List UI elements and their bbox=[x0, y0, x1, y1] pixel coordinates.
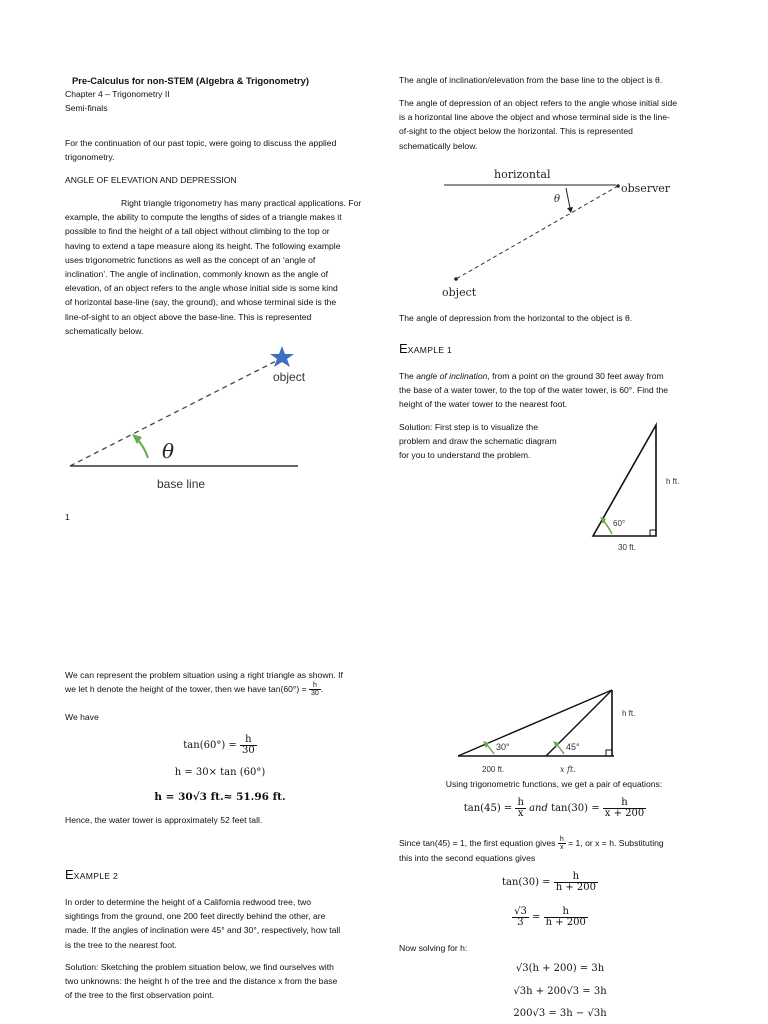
representation-text: we let h denote the height of the tower, then we have tan(60°) = bbox=[65, 684, 309, 695]
since-denominator: x bbox=[560, 844, 564, 852]
example2-line: sightings from the ground, one 200 feet directly behind the other, are bbox=[65, 911, 326, 922]
example2-heading-rest: XAMPLE 2 bbox=[73, 871, 119, 881]
pair-a-fraction bbox=[515, 798, 525, 819]
example1-heading-initial: E bbox=[399, 341, 408, 356]
equation-lhs: tan(60°) = bbox=[183, 740, 240, 751]
example1-text-a: The bbox=[399, 371, 417, 381]
pair-a-numerator: h bbox=[517, 797, 524, 808]
pair-b-numerator: h bbox=[603, 798, 646, 809]
height-label: h ft. bbox=[622, 709, 636, 718]
water-tower-figure bbox=[586, 420, 696, 560]
equation-s5: 200√3 = 3h − √3h bbox=[513, 1008, 607, 1019]
fraction-denominator: 30 bbox=[311, 690, 319, 698]
depression-line: of-sight to the object below the horizontal. This is represented bbox=[399, 126, 633, 137]
since-line bbox=[399, 836, 709, 851]
solution-line: problem and draw the schematic diagram bbox=[399, 436, 557, 447]
representation-line: We can represent the problem situation using a right triangle as shown. If bbox=[65, 670, 343, 680]
section-title: ANGLE OF ELEVATION AND DEPRESSION bbox=[65, 175, 237, 185]
theta-label: θ bbox=[554, 194, 561, 205]
elevation-figure bbox=[60, 338, 360, 498]
sight-30 bbox=[458, 690, 612, 756]
distance-x-label: x ft. bbox=[560, 765, 576, 774]
tan-fraction bbox=[309, 682, 321, 697]
example1-text bbox=[399, 369, 709, 412]
since-pre: Since tan(45) = 1, the first equation gives bbox=[399, 838, 558, 848]
solution-line: Solution: Sketching the problem situation below, we find ourselves with bbox=[65, 962, 334, 972]
angle-30-label: 30° bbox=[496, 742, 510, 752]
sub2-left-denominator: 3 bbox=[517, 917, 524, 928]
equation-numerator: h bbox=[240, 735, 257, 746]
example2-heading-initial: E bbox=[65, 867, 74, 882]
depression-line: The angle of depression of an object refers to the angle whose initial side bbox=[399, 98, 678, 108]
body-line: possible to find the height of a tall object without climbing to the top or bbox=[65, 226, 330, 237]
since-line-2: this into the second equations gives bbox=[399, 853, 536, 864]
inclination-caption: The angle of inclination/elevation from the base line to the object is θ. bbox=[399, 75, 663, 85]
base-label: 30 ft. bbox=[618, 543, 636, 552]
sub1-numerator: h bbox=[554, 872, 598, 883]
example1-text-b: , from a point on the ground 30 feet away from bbox=[487, 371, 664, 381]
example1-line: the base of a water tower, to the top of the water tower, is 60°. Find the bbox=[399, 385, 669, 396]
since-paragraph bbox=[399, 836, 709, 865]
conclusion-text: Hence, the water tower is approximately 52 feet tall. bbox=[65, 815, 263, 825]
now-solving: Now solving for h: bbox=[399, 943, 468, 953]
depression-figure bbox=[436, 164, 696, 304]
equation-h: h = 30× tan (60°) bbox=[174, 767, 266, 778]
equation-s4: √3h + 200√3 = 3h bbox=[513, 986, 607, 997]
angle-45-label: 45° bbox=[566, 742, 580, 752]
equation-tan60 bbox=[140, 735, 300, 756]
example2-line: In order to determine the height of a California redwood tree, two bbox=[65, 897, 312, 907]
angle-arrow bbox=[603, 520, 612, 534]
object-dot bbox=[454, 277, 458, 281]
equation-sub1 bbox=[470, 872, 630, 893]
theta-label: θ bbox=[162, 439, 175, 463]
we-have-label: We have bbox=[65, 712, 99, 722]
sub2-left-numerator: √3 bbox=[514, 906, 527, 917]
example2-text bbox=[65, 895, 375, 952]
body-line: elevation, of an object refers to the angle whose initial side is some kind bbox=[65, 283, 338, 294]
intro-text: For the continuation of our past topic, were going to discuss the applied trigonometry. bbox=[65, 138, 337, 163]
sight-line bbox=[456, 186, 618, 279]
body-line: Right triangle trigonometry has many practical applications. For bbox=[121, 198, 362, 208]
body-paragraph bbox=[65, 196, 375, 338]
equation-sub2: $\frac{√3}{3}$ = $\frac{h}{h + 200}$ bbox=[514, 906, 586, 928]
solution-line: two unknowns: the height h of the tree and the distance x from the base bbox=[65, 976, 338, 987]
equation-denominator: 30 bbox=[241, 745, 255, 756]
since-numerator: h bbox=[559, 836, 564, 844]
body-line: uses trigonometric functions as well as the concept of an ‘angle of bbox=[65, 254, 316, 265]
course-title: Pre-Calculus for non-STEM (Algebra & Trigonometry) bbox=[72, 75, 309, 86]
using-text: Using trigonometric functions, we get a pair of equations: bbox=[445, 779, 663, 789]
term-label: Semi-finals bbox=[65, 103, 108, 113]
star-icon bbox=[270, 346, 294, 367]
sub2-left-fraction bbox=[512, 907, 529, 928]
object-label: object bbox=[273, 370, 306, 384]
fraction-numerator: h bbox=[309, 682, 321, 690]
solution-line: of the tree to the first observation point. bbox=[65, 990, 215, 1001]
body-line: inclination’. The angle of inclination, commonly known as the angle of bbox=[65, 269, 329, 280]
intro-paragraph bbox=[65, 136, 365, 164]
solution-line: Solution: First step is to visualize the bbox=[399, 422, 538, 432]
sub1-lhs: tan(30) = bbox=[502, 877, 554, 888]
example2-heading bbox=[65, 866, 118, 884]
base-line-label: base line bbox=[157, 477, 206, 491]
solution-line: for you to understand the problem. bbox=[399, 450, 531, 461]
equation-pair bbox=[400, 798, 710, 819]
redwood-figure bbox=[452, 688, 672, 778]
example2-line: made. If the angles of inclination were 45° and 30°, respectively, how tall bbox=[65, 925, 341, 936]
representation-paragraph bbox=[65, 668, 375, 697]
example1-heading-rest: XAMPLE 1 bbox=[407, 345, 453, 355]
pair-a-denominator: x bbox=[517, 808, 524, 819]
pair-b-fraction bbox=[603, 798, 646, 819]
example1-line bbox=[399, 369, 709, 383]
example2-solution bbox=[65, 960, 375, 1003]
body-line: having to extend a tape measure along its height. The following example bbox=[65, 240, 341, 251]
equation-fraction bbox=[240, 735, 257, 756]
theta-arrow bbox=[566, 188, 570, 208]
since-post: = 1, or x = h. Substituting bbox=[565, 838, 664, 848]
equation-s3: √3(h + 200) = 3h bbox=[515, 963, 605, 974]
height-label: h ft. bbox=[666, 477, 680, 486]
sub2-right-denominator: h + 200 bbox=[545, 917, 586, 928]
since-fraction bbox=[558, 836, 566, 851]
observer-label: observer bbox=[621, 182, 671, 195]
equation-result: h = 30√3 ft.≈ 51.96 ft. bbox=[154, 791, 286, 803]
page-number: 1 bbox=[65, 512, 70, 522]
example1-heading bbox=[399, 340, 452, 358]
depression-paragraph bbox=[399, 96, 709, 153]
horizontal-label: horizontal bbox=[494, 168, 551, 181]
object-label: object bbox=[442, 286, 477, 299]
pair-b-denominator: x + 200 bbox=[604, 808, 645, 819]
pair-b: tan(30) = bbox=[551, 803, 603, 814]
body-line: of horizontal base-line (say, the ground), and whose terminal side is the bbox=[65, 297, 337, 308]
pair-and: and bbox=[525, 803, 552, 814]
body-line: schematically below. bbox=[65, 325, 144, 336]
example1-text-emph: angle of inclination bbox=[416, 371, 488, 381]
chapter-label: Chapter 4 – Trigonometry II bbox=[65, 89, 170, 99]
depression-line: schematically below. bbox=[399, 140, 478, 151]
sub2-right-fraction bbox=[544, 907, 588, 928]
depression-caption: The angle of depression from the horizontal to the object is θ. bbox=[399, 313, 633, 323]
distance-200-label: 200 ft. bbox=[482, 765, 505, 774]
body-line: line-of-sight to an object above the base-line. This is represented bbox=[65, 311, 312, 322]
body-line: example, the ability to compute the lengths of sides of a triangle makes it bbox=[65, 212, 342, 223]
depression-line: is a horizontal line above the object and whose terminal side is the line- bbox=[399, 112, 670, 123]
sub2-right-numerator: h bbox=[544, 907, 588, 918]
representation-line: we let h denote the height of the tower, then we have tan(60°) = $\frac{h}{30}$ . bbox=[65, 682, 324, 698]
example2-line: is the tree to the nearest foot. bbox=[65, 939, 177, 950]
sub1-fraction bbox=[554, 872, 598, 893]
angle-label: 60° bbox=[613, 519, 626, 528]
sub1-denominator: h + 200 bbox=[555, 882, 596, 893]
right-angle-mark bbox=[650, 530, 656, 536]
right-angle-mark bbox=[606, 750, 612, 756]
pair-a: tan(45) = bbox=[463, 803, 516, 814]
example1-solution bbox=[399, 420, 589, 463]
example1-line: height of the water tower to the nearest foot. bbox=[399, 399, 568, 410]
